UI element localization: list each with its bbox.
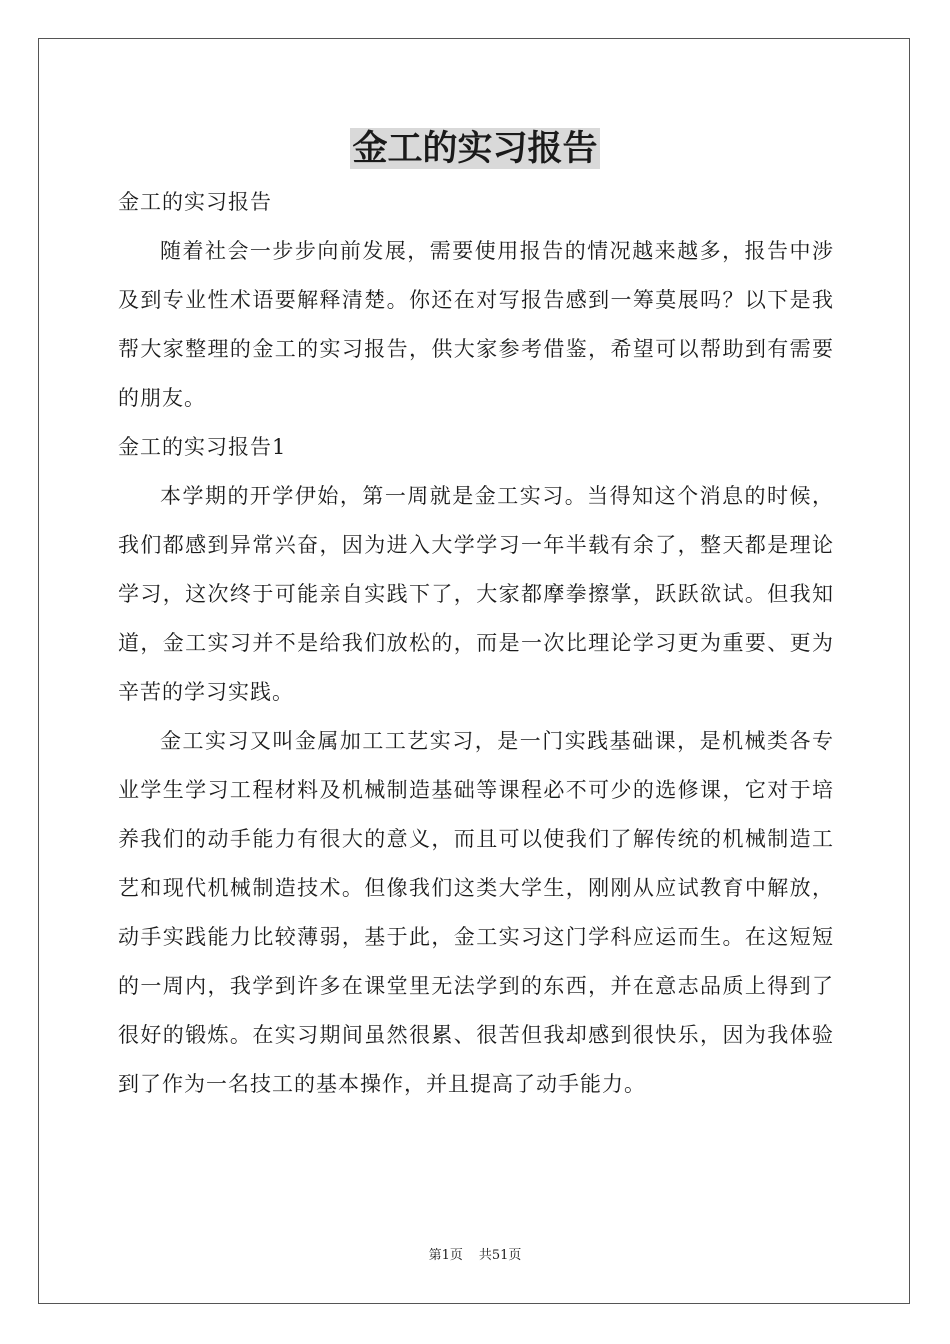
- page-total: 共51页: [478, 1248, 522, 1263]
- body-paragraph-2: 金工实习又叫金属加工工艺实习，是一门实践基础课，是机械类各专业学生学习工程材料及机械制造基础等课程必不可少的选修课，它对于培养我们的动手能力有很大的意义，而且可以使我们了解传统的机械制造工艺和现代机械制造技术。但像我们这类大学生，刚刚从应试教育中解放，动手实践能力比较薄弱，基于此，金工实习这门学科应运而生。在这短短的一周内，我学到许多在课堂里无法学到的东西，并在意志品质上得到了很好的锻炼。在实习期间虽然很累、很苦但我却感到很快乐，因为我体验到了作为一名技工的基本操作，并且提高了动手能力。: [118, 729, 834, 1096]
- page-number: 第1页: [428, 1248, 463, 1263]
- document-subtitle: 金工的实习报告: [118, 190, 272, 214]
- document-body: [118, 178, 834, 1109]
- document-title-text: 金工的实习报告: [352, 128, 598, 169]
- section-heading: 金工的实习报告1: [118, 435, 287, 459]
- page-footer: [0, 1246, 950, 1266]
- document-title: [0, 124, 950, 174]
- intro-paragraph: 随着社会一步步向前发展，需要使用报告的情况越来越多，报告中涉及到专业性术语要解释清楚。你还在对写报告感到一筹莫展吗？以下是我帮大家整理的金工的实习报告，供大家参考借鉴，希望可以帮助到有需要的朋友。: [118, 239, 834, 410]
- body-paragraph-1: 本学期的开学伊始，第一周就是金工实习。当得知这个消息的时候，我们都感到异常兴奋，因为进入大学学习一年半载有余了，整天都是理论学习，这次终于可能亲自实践下了，大家都摩拳擦掌，跃跃欲试。但我知道，金工实习并不是给我们放松的，而是一次比理论学习更为重要、更为辛苦的学习实践。: [118, 484, 834, 704]
